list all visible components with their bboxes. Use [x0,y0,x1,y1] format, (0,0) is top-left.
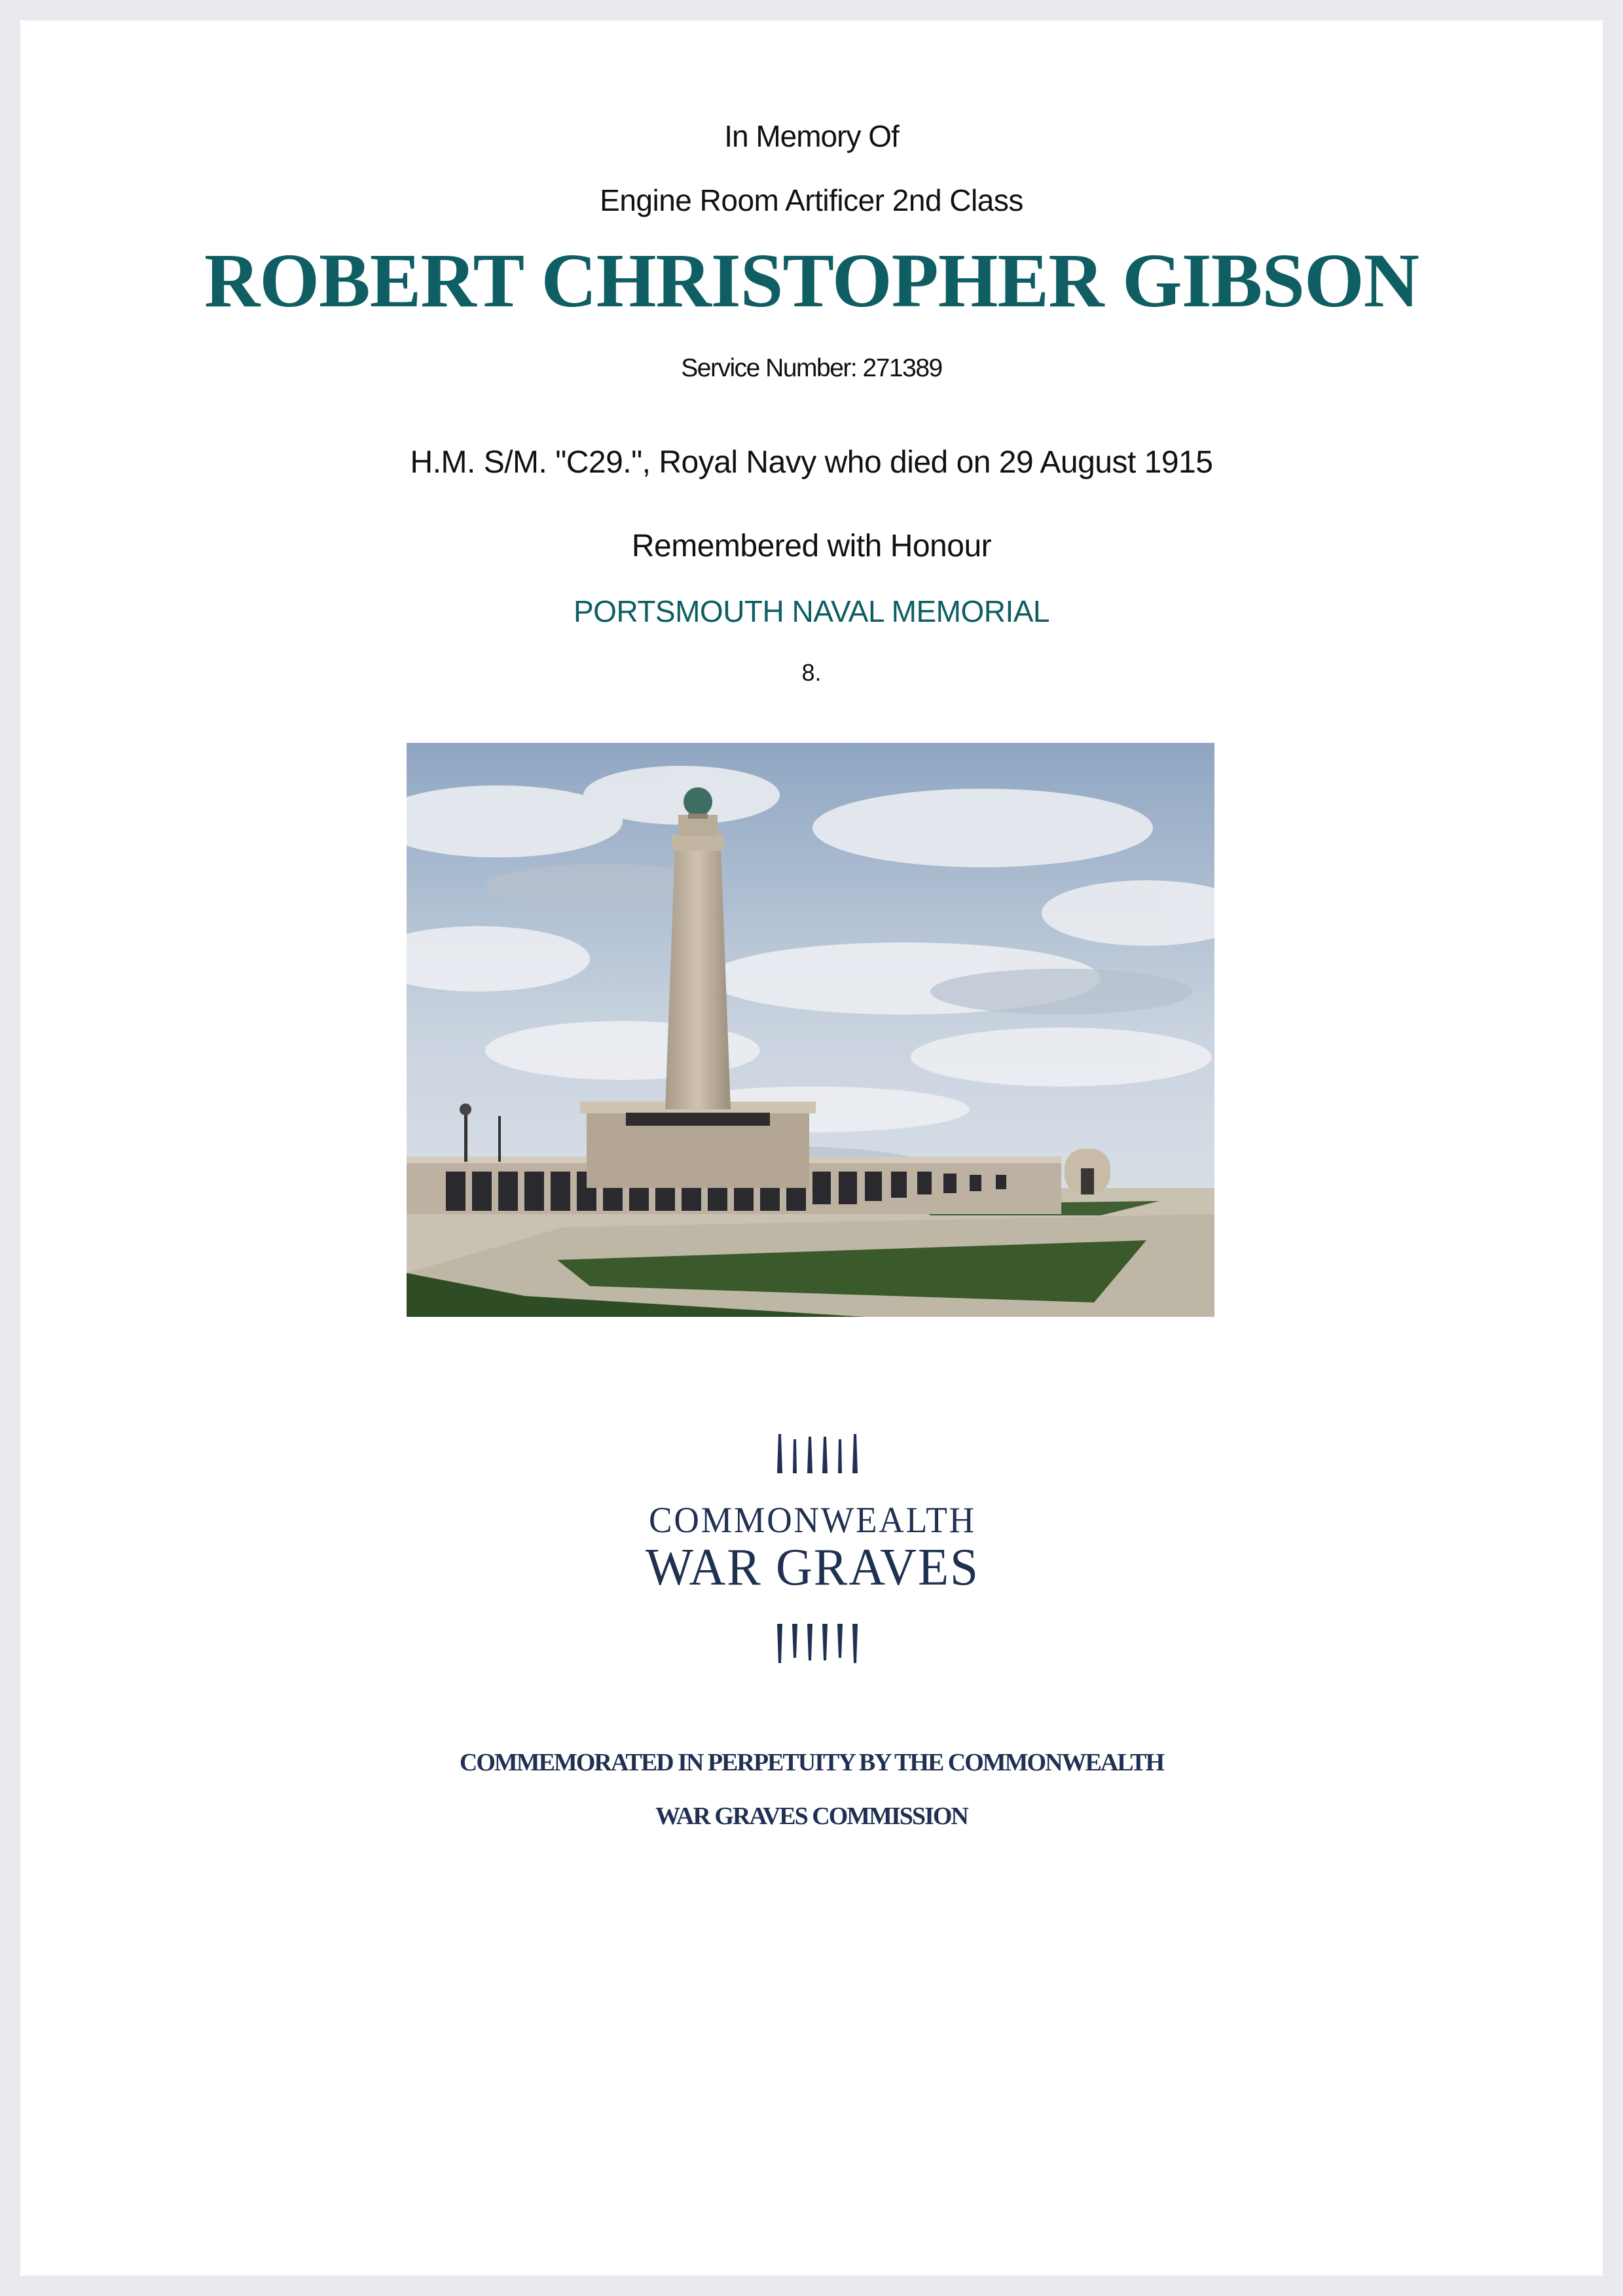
memorial-reference: 8. [801,659,822,686]
intro-text: In Memory Of [724,119,899,153]
cwgc-logo [636,1434,989,1670]
logo-line-2: WAR GRAVES [646,1539,979,1596]
memorial-photo [407,743,1214,1317]
footer-line-2: WAR GRAVES COMMISSION [655,1803,968,1830]
memorial-name: PORTSMOUTH NAVAL MEMORIAL [573,594,1049,628]
remembered-with-honour: Remembered with Honour [631,529,992,564]
memorial-tower [665,848,731,1109]
footer-line-1: COMMEMORATED IN PERPETUITY BY THE COMMONWEALTH [459,1749,1164,1776]
logo-line-1: COMMONWEALTH [649,1500,976,1541]
service-number: Service Number: 271389 [681,354,942,382]
rank-text: Engine Room Artificer 2nd Class [600,183,1023,217]
soldier-name: ROBERT CHRISTOPHER GIBSON [204,238,1419,323]
unit-and-death-date: H.M. S/M. "C29.", Royal Navy who died on 29 August 1915 [410,445,1213,480]
certificate-page [20,20,1603,2276]
